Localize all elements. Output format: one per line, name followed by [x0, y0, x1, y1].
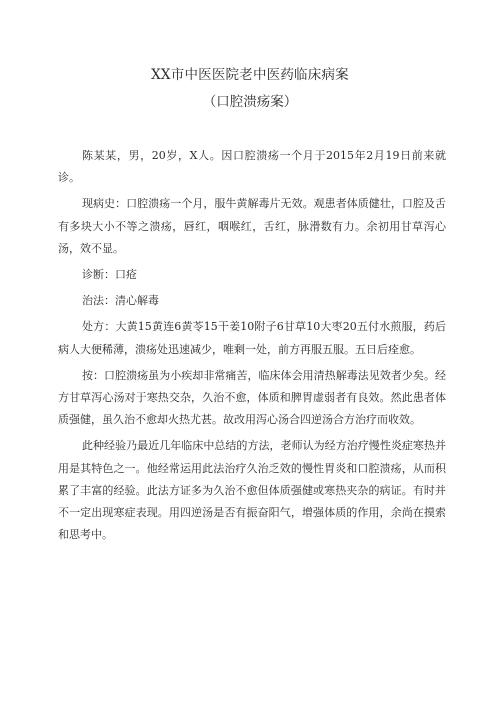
prescription-paragraph: 处方：大黄15黄连6黄苓15干姜10附子6甘草10大枣20五付水煎服，药后病人大便稀薄，溃疡处迅速减少，唯剩一处，前方再服五服。五日后痊愈。 — [58, 320, 446, 356]
document-subtitle: （口腔溃疡案） — [202, 94, 298, 110]
patient-info-paragraph: 陈某某，男，20岁，X人。因口腔溃疡一个月于2015年2月19日前来就诊。 — [58, 149, 446, 185]
treatment-method-paragraph: 治法：清心解毒 — [82, 294, 159, 308]
commentary-paragraph: 按：口腔溃疡虽为小疾却非常痛苦，临床体会用清热解毒法见效者少矣。经方甘草泻心汤对于寒热交杂，久治不愈，体质和脾胃虚弱者有良效。然此患者体质强健，虽久治不愈却火热尤甚。故改用泻心汤合四逆汤合方治疗而收效。 — [58, 368, 446, 427]
experience-paragraph: 此种经验乃最近几年临床中总结的方法，老师认为经方治疗慢性炎症寒热并用是其特色之一。他经常运用此法治疗久治乏效的慢性胃炎和口腔溃疡，从而积累了丰富的经验。此法方证多为久治不愈但体质强健或寒热夹杂的病证。有时并不一定出现寒症表现。用四逆汤是否有振奋阳气，增强体质的作用，余尚在摸索和思考中。 — [58, 439, 446, 542]
history-paragraph: 现病史：口腔溃疡一个月，服牛黄解毒片无效。观患者体质健壮，口腔及舌有多块大小不等之溃疡，唇红，咽喉红，舌红，脉滑数有力。余初用甘草泻心汤，效不显。 — [58, 197, 446, 255]
document-body — [58, 145, 446, 546]
document-title: XX市中医医院老中医药临床病案 — [151, 67, 349, 83]
diagnosis-paragraph: 诊断：口疮 — [82, 268, 137, 282]
